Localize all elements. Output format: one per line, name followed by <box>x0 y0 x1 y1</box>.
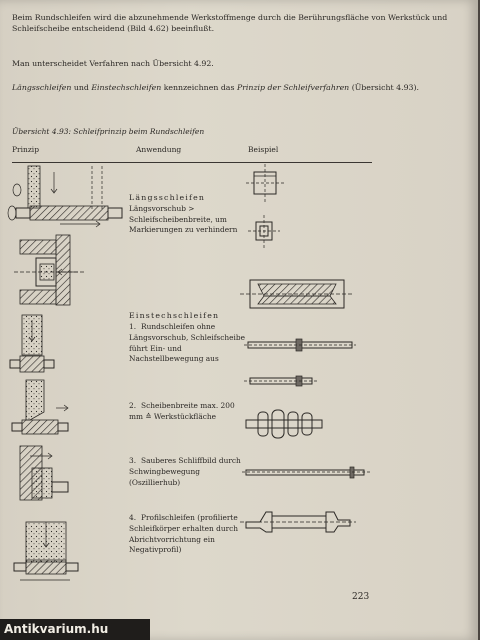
einstech-item-text: Sauberes Schliffbild durch Schwingbewegung (Oszillierhub) <box>129 456 241 487</box>
text-reference-uebersicht: (Übersicht 4.93). <box>349 83 420 92</box>
example-profile-shaft <box>240 512 356 532</box>
einstech-item-number: 1. <box>129 322 137 331</box>
principle-laengs-drawing <box>8 166 122 227</box>
column-header-anwendung: Anwendung <box>136 145 182 154</box>
term-prinzip: Prinzip der Schleifverfahren <box>236 83 350 92</box>
example-shaft-2 <box>244 376 318 386</box>
intro-reference: Man unterscheidet Verfahren nach Übersicht 4.92. <box>12 59 214 68</box>
einstech-item-text: Rundschleifen ohne Längsvorschub, Schleifscheibe führt Ein- und Nachstellbewegung aus <box>129 322 245 364</box>
intro-paragraph: Beim Rundschleifen wird die abzunehmende Werkstoffmenge durch die Berührungsfläche von Werkstück und Schleifscheibe entscheidend (Bild 4.62) beeinflußt. <box>12 13 448 34</box>
einstech-item-text: Profilschleifen (profilierte Schleifkörper erhalten durch Abrichtvorrichtung ein Negativprofil) <box>129 513 239 555</box>
principle-einstech-2-drawing <box>12 380 68 434</box>
einstechschleifen-label: Einstechschleifen <box>129 311 220 320</box>
example-shaft-1 <box>244 339 356 351</box>
example-block-2 <box>248 215 280 248</box>
page-number: 223 <box>352 592 370 602</box>
example-block-1 <box>246 164 284 202</box>
text-connector-kennzeichnen: kennzeichnen das <box>161 83 237 92</box>
principle-einstech-4-drawing <box>14 522 78 580</box>
column-header-prinzip: Prinzip <box>12 145 40 154</box>
term-laengsschleifen: Längsschleifen <box>12 83 72 92</box>
term-einstechschleifen: Einstechschleifen <box>91 83 162 92</box>
text-connector-und: und <box>71 83 92 92</box>
einstech-item-number: 4. <box>129 513 137 522</box>
einstech-item-number: 2. <box>129 401 137 410</box>
principle-internal-drawing <box>14 235 84 305</box>
example-thin-shaft <box>242 467 370 478</box>
column-header-beispiel: Beispiel <box>248 145 279 154</box>
laengsschleifen-label: Längsschleifen <box>129 193 206 202</box>
laengsschleifen-text: Längsvorschub > Schleifscheibenbreite, um Markierungen zu verhindern <box>129 203 238 235</box>
einstech-item-text: Scheibenbreite max. 200 mm ≙ Werkstückfläche <box>129 401 235 421</box>
example-long-roll <box>240 280 354 308</box>
principle-einstech-1-drawing <box>10 315 54 372</box>
einstech-item-number: 3. <box>129 456 137 465</box>
example-disc-shaft <box>246 410 322 438</box>
watermark-logo: Antikvarium.hu <box>0 619 150 640</box>
table-caption: Übersicht 4.93: Schleifprinzip beim Rundschleifen <box>12 127 205 136</box>
principle-einstech-3-drawing <box>20 446 68 500</box>
